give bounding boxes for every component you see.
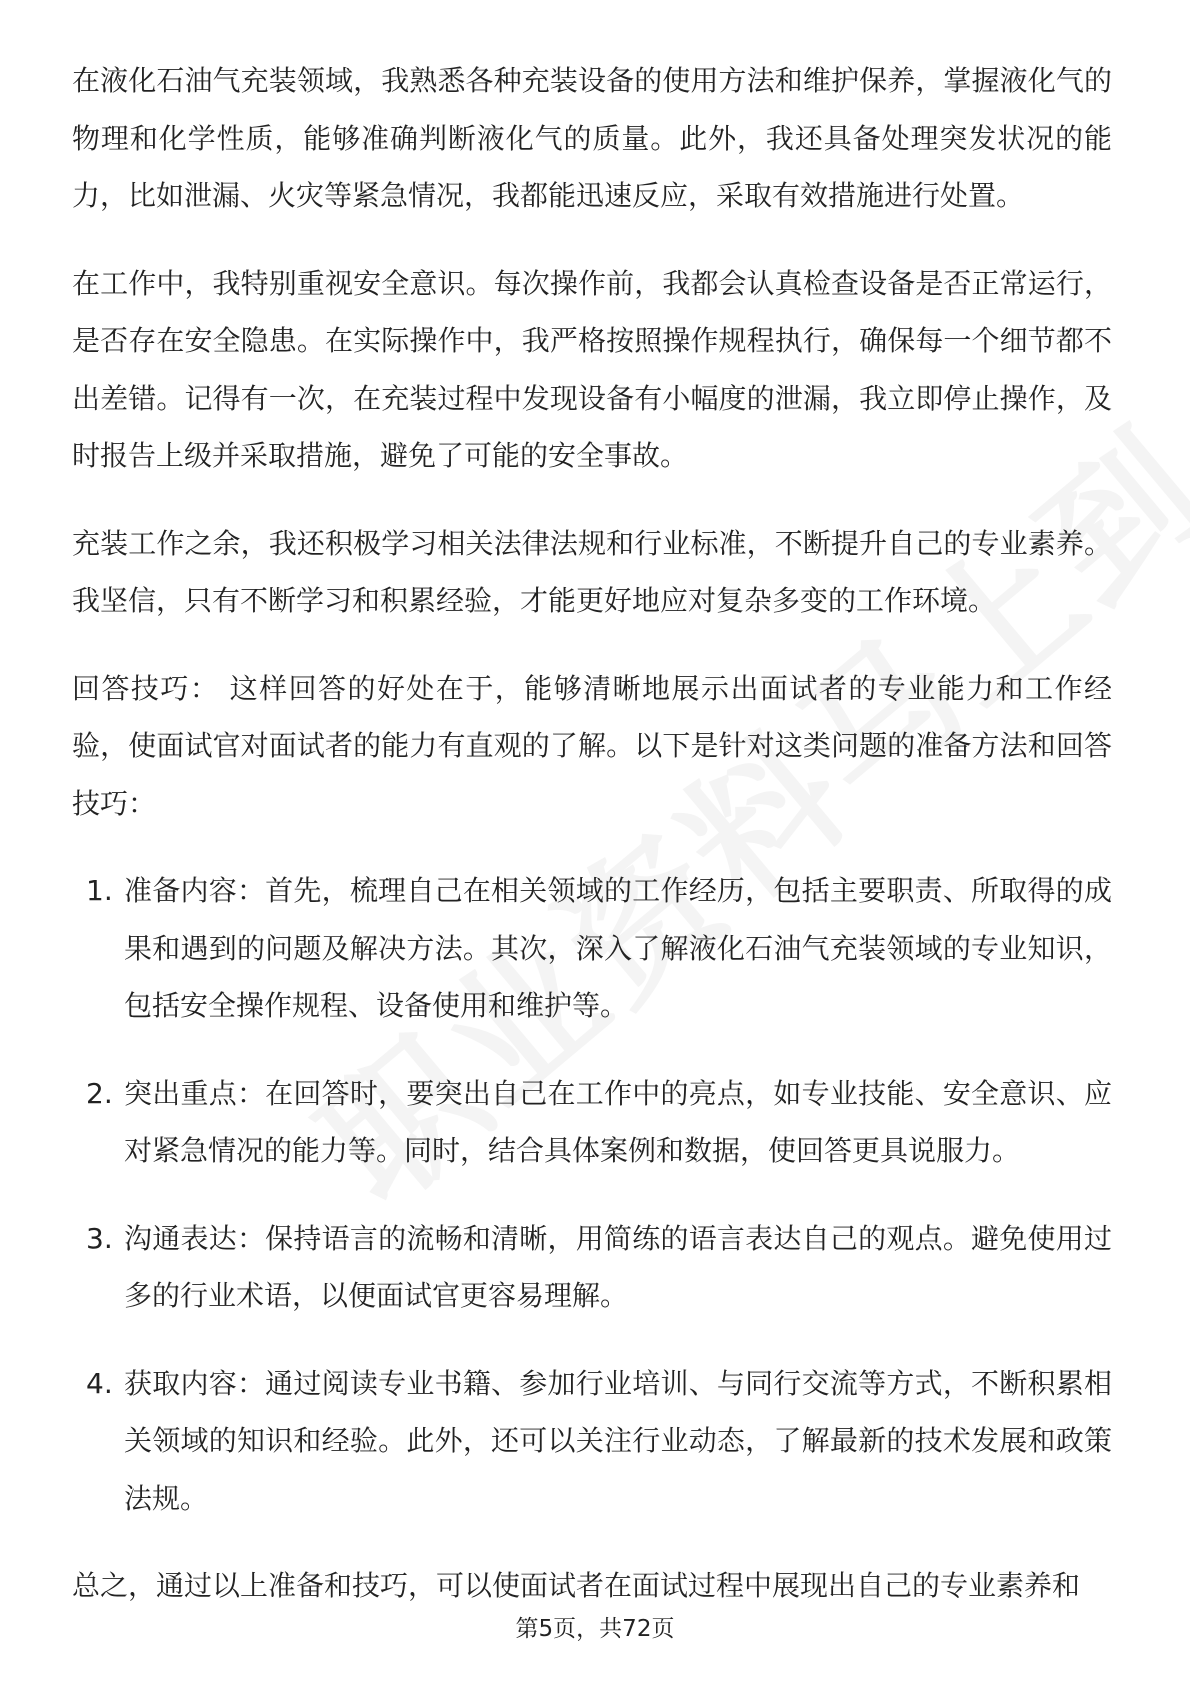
list-item xyxy=(72,862,1112,1035)
list-item xyxy=(72,1065,1112,1180)
list-item-text: 沟通表达：保持语言的流畅和清晰，用简练的语言表达自己的观点。避免使用过多的行业术语，以便面试官更容易理解。 xyxy=(124,1221,1112,1312)
list-item-number: 2. xyxy=(86,1076,113,1110)
list-item-text: 突出重点：在回答时，要突出自己在工作中的亮点，如专业技能、安全意识、应对紧急情况的能力等。同时，结合具体案例和数据，使回答更具说服力。 xyxy=(124,1076,1112,1167)
page-number-footer: 第5页，共72页 xyxy=(515,1616,675,1642)
paragraph-closing: 总之，通过以上准备和技巧，可以使面试者在面试过程中展现出自己的专业素养和 xyxy=(72,1569,1081,1602)
list-item-text: 获取内容：通过阅读专业书籍、参加行业培训、与同行交流等方式，不断积累相关领域的知识和经验。此外，还可以关注行业动态，了解最新的技术发展和政策法规。 xyxy=(124,1366,1112,1515)
paragraph-expertise: 在液化石油气充装领域，我熟悉各种充装设备的使用方法和维护保养，掌握液化气的物理和化学性质，能够准确判断液化气的质量。此外，我还具备处理突发状况的能力，比如泄漏、火灾等紧急情况，我都能迅速反应，采取有效措施进行处置。 xyxy=(72,64,1112,212)
paragraph-answer-tips: 回答技巧： 这样回答的好处在于，能够清晰地展示出面试者的专业能力和工作经验，使面试官对面试者的能力有直观的了解。以下是针对这类问题的准备方法和回答技巧： xyxy=(72,671,1112,820)
paragraph-safety: 在工作中，我特别重视安全意识。每次操作前，我都会认真检查设备是否正常运行，是否存在安全隐患。在实际操作中，我严格按照操作规程执行，确保每一个细节都不出差错。记得有一次，在充装过程中发现设备有小幅度的泄漏，我立即停止操作，及时报告上级并采取措施，避免了可能的安全事故。 xyxy=(72,266,1112,472)
list-item xyxy=(72,1355,1112,1528)
paragraph-learning: 充装工作之余，我还积极学习相关法律法规和行业标准，不断提升自己的专业素养。我坚信，只有不断学习和积累经验，才能更好地应对复杂多变的工作环境。 xyxy=(72,526,1112,617)
list-item-number: 4. xyxy=(86,1366,113,1400)
list-item-number: 3. xyxy=(86,1221,113,1255)
list-item-number: 1. xyxy=(86,874,113,907)
list-item xyxy=(72,1210,1112,1325)
page-content xyxy=(72,52,1112,1645)
list-item-text: 准备内容：首先，梳理自己在相关领域的工作经历，包括主要职责、所取得的成果和遇到的问题及解决方法。其次，深入了解液化石油气充装领域的专业知识，包括安全操作规程、设备使用和维护等。 xyxy=(124,874,1112,1022)
tips-list xyxy=(72,862,1112,1527)
